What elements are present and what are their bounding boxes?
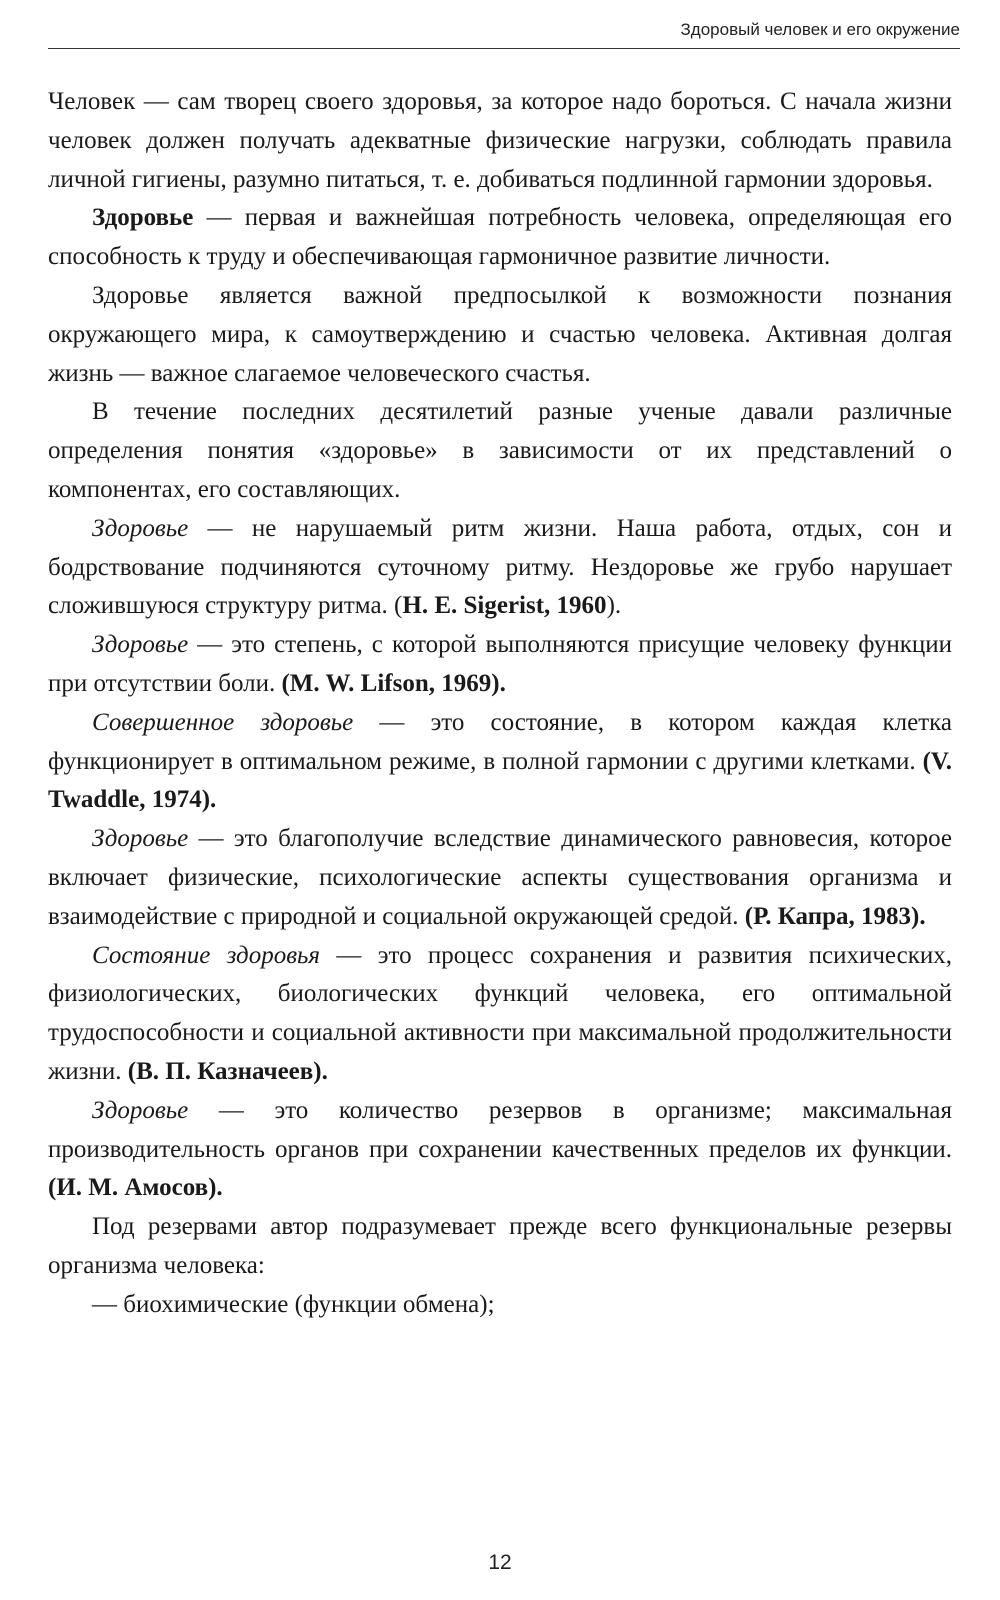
paragraph-text: — это процесс сохранения и развития психических, физиологических, биологических функций человека, его оптимальной трудоспособности и социальной активности при максимальной продолжительности жизни. — [48, 941, 952, 1085]
paragraph-text: Здоровье является важной предпосылкой к возможности познания окружающего мира, к самоутверждению и счастью человека. Активная долгая жизнь — важное слагаемое человеческого счастья. — [48, 281, 952, 387]
paragraph-tail: ). — [606, 592, 622, 620]
italic-term: Здоровье — [92, 514, 189, 542]
italic-term: Здоровье — [92, 825, 189, 853]
page-body — [48, 83, 952, 1325]
citation: (И. М. Амосов). — [48, 1174, 223, 1202]
definition-twaddle — [48, 704, 952, 820]
citation: (В. П. Казначеев). — [127, 1057, 328, 1085]
definition-kapra — [48, 820, 952, 936]
paragraph-reserves — [48, 1208, 952, 1286]
running-header — [48, 14, 960, 49]
definition-amosov — [48, 1092, 952, 1208]
italic-term: Здоровье — [92, 631, 189, 659]
italic-term: Здоровье — [92, 1096, 189, 1124]
italic-term: Совершенное здоровье — [92, 708, 354, 736]
paragraph-definition-bold — [48, 199, 952, 277]
definition-lifson — [48, 626, 952, 704]
definition-kaznacheev — [48, 937, 952, 1092]
paragraph-importance — [48, 277, 952, 393]
paragraph-text: Под резервами автор подразумевает прежде всего функциональные резервы организма человека: — [48, 1213, 952, 1279]
citation: H. E. Sigerist, 1960 — [402, 592, 607, 620]
bold-term: Здоровье — [92, 204, 194, 232]
citation: (Р. Капра, 1983). — [744, 902, 926, 930]
paragraph-text: — это степень, с которой выполняются присущие человеку функции при отсутствии боли. — [48, 631, 952, 697]
paragraph-text: — первая и важнейшая потребность человека, определяющая его способность к труду и обеспечивающая гармоничное развитие личности. — [48, 204, 952, 271]
running-header-title: Здоровый человек и его окружение — [680, 20, 960, 39]
citation: (V. Twaddle, 1974). — [48, 747, 952, 814]
paragraph-intro — [48, 83, 952, 199]
paragraph-definitions-intro — [48, 393, 952, 509]
page-number: 12 — [488, 1551, 512, 1574]
paragraph-text: — не нарушаемый ритм жизни. Наша работа, отдых, сон и бодрствование подчиняются суточному ритму. Нездоровье же грубо нарушает сложившуюся структуру ритма. ( — [48, 514, 952, 620]
citation: (M. W. Lifson, 1969). — [281, 669, 506, 697]
list-item: — биохимические (функции обмена); — [92, 1290, 495, 1318]
paragraph-text: — это состояние, в котором каждая клетка функционирует в оптимальном режиме, в полной гармонии с другими клетками. — [48, 708, 952, 775]
italic-term: Состояние здоровья — [92, 941, 321, 969]
paragraph-text: Человек — сам творец своего здоровья, за которое надо бороться. С начала жизни человек должен получать адекватные физические нагрузки, соблюдать правила личной гигиены, разумно питаться, т. е. добиваться подлинной гармонии здоровья. — [48, 88, 952, 193]
definition-sigerist — [48, 510, 952, 626]
paragraph-text: — это количество резервов в организме; максимальная производительность органов при сохранении качественных пределов их функции. — [48, 1096, 952, 1163]
paragraph-text: В течение последних десятилетий разные ученые давали различные определения понятия «здоровье» в зависимости от их представлений о компонентах, его составляющих. — [48, 398, 952, 503]
paragraph-text: — это благополучие вследствие динамического равновесия, которое включает физические, психологические аспекты существования организма и взаимодействие с природной и социальной окружающей средой. — [48, 825, 952, 930]
